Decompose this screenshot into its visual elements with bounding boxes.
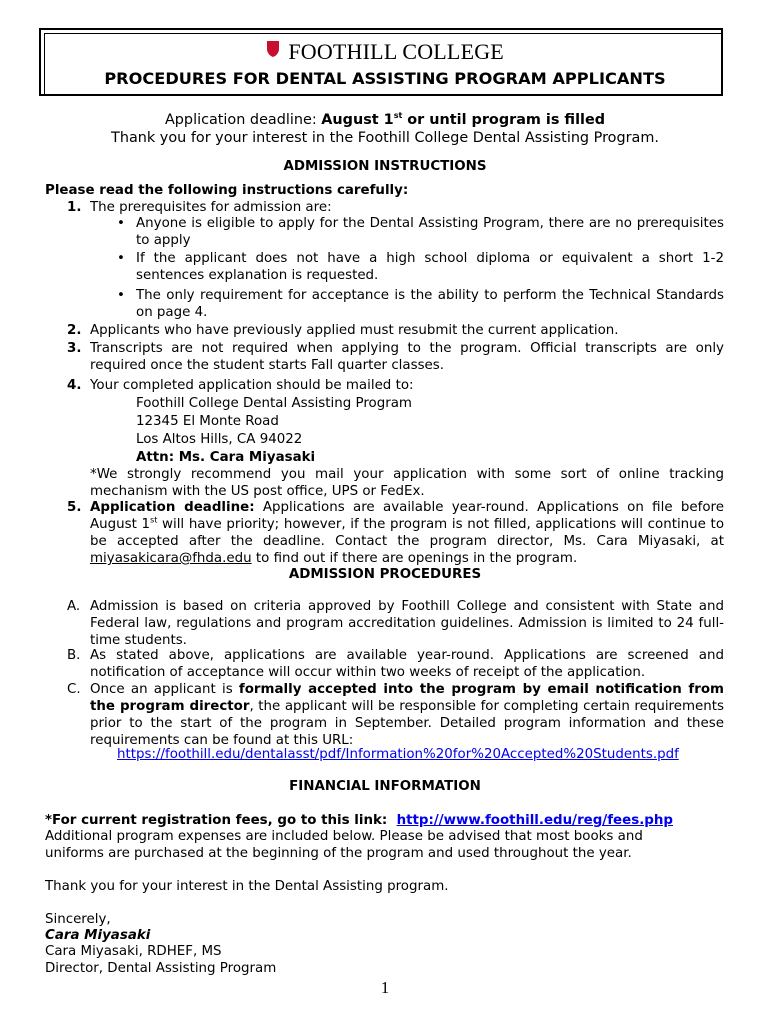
financial-heading: FINANCIAL INFORMATION <box>289 779 481 794</box>
item-3-text: Transcripts are not required when applying to the program. Official transcripts are only required once the student starts Fall quarter classes. <box>90 341 724 373</box>
mailing-address-line-1: Foothill College Dental Assisting Program <box>136 396 412 411</box>
item-5-number: 5. <box>67 500 82 515</box>
deadline-line: Application deadline: August 1st or until program is filled <box>164 111 606 128</box>
mailing-attn: Attn: Ms. Cara Miyasaki <box>136 450 316 465</box>
fees-line: *For current registration fees, go to this link: http://www.foothill.edu/reg/fees.php <box>45 813 673 828</box>
admission-procedures-heading: ADMISSION PROCEDURES <box>288 567 482 582</box>
procedure-a-text: Admission is based on criteria approved by Foothill College and consistent with State and Federal law, regulations and program accreditation guidelines. Admission is limited to 24 full-time students. <box>90 599 724 648</box>
expenses-text: Additional program expenses are included below. Please be advised that most books and uniforms are purchased at the beginning of the program and used throughout the year. <box>45 829 643 861</box>
item-5-text: Application deadline: Applications are available year-round. Applications on file before August 1st will have priority; however, if the program is not filled, applications will continue to be accepted after the deadline. Contact the program director, Ms. Cara Miyasaki, at miyasakicara@fhda.edu to find out if there are openings in the program. <box>90 500 725 566</box>
item-4-text: Your completed application should be mailed to: <box>90 378 414 393</box>
item-1-number: 1. <box>67 200 82 215</box>
closing-thanks: Thank you for your interest in the Dental Assisting program. <box>45 879 449 894</box>
procedure-c-text: Once an applicant is formally accepted into the program by email notification from the program director, the applicant will be responsible for completing certain requirements prior to the start of the program in September. Detailed program information and these requirements can be found at this URL: <box>90 682 724 748</box>
accepted-students-url <box>117 746 679 763</box>
sincerely: Sincerely, <box>45 912 111 927</box>
item-4-number: 4. <box>67 378 82 393</box>
college-logo <box>0 40 770 63</box>
item-2-text: Applicants who have previously applied must resubmit the current application. <box>90 323 619 338</box>
bullet-icon: • <box>117 288 125 303</box>
page-number: 1 <box>380 978 390 997</box>
bullet-icon: • <box>117 251 125 266</box>
shield-icon <box>266 40 280 63</box>
signature: Cara Miyasaki <box>45 928 151 943</box>
college-name: FOOTHILL COLLEGE <box>288 39 504 64</box>
director-email-link[interactable]: miyasakicara@fhda.edu <box>90 551 252 566</box>
item-1-bullet-3: The only requirement for acceptance is the ability to perform the Technical Standards on page 4. <box>136 288 724 320</box>
procedure-b-letter: B. <box>67 648 81 663</box>
item-2-number: 2. <box>67 323 82 338</box>
mailing-address-line-2: 12345 El Monte Road <box>136 414 279 429</box>
fees-link[interactable]: http://www.foothill.edu/reg/fees.php <box>396 813 673 828</box>
item-3-number: 3. <box>67 341 82 356</box>
signer-role: Director, Dental Assisting Program <box>45 961 277 976</box>
procedure-a-letter: A. <box>67 599 81 614</box>
thanks-line: Thank you for your interest in the Foothill College Dental Assisting Program. <box>111 130 659 146</box>
accepted-students-link[interactable]: https://foothill.edu/dentalasst/pdf/Information%20for%20Accepted%20Students.pdf <box>117 747 679 762</box>
tracking-note: *We strongly recommend you mail your application with some sort of online tracking mechanism with the US post office, UPS or FedEx. <box>90 467 724 499</box>
item-1-text: The prerequisites for admission are: <box>90 200 332 215</box>
admission-instructions-heading: ADMISSION INSTRUCTIONS <box>283 159 487 174</box>
item-1-bullet-1: Anyone is eligible to apply for the Dental Assisting Program, there are no prerequisites to apply <box>136 216 724 248</box>
procedure-b-text: As stated above, applications are available year-round. Applications are screened and notification of acceptance will occur within two weeks of receipt of the application. <box>90 648 724 680</box>
mailing-address-line-3: Los Altos Hills, CA 94022 <box>136 432 303 447</box>
bullet-icon: • <box>117 216 125 231</box>
item-1-bullet-2: If the applicant does not have a high school diploma or equivalent a short 1-2 sentences explanation is requested. <box>136 251 724 283</box>
procedure-c-letter: C. <box>67 682 81 697</box>
signer-name: Cara Miyasaki, RDHEF, MS <box>45 944 222 959</box>
document-title: PROCEDURES FOR DENTAL ASSISTING PROGRAM APPLICANTS <box>104 69 666 88</box>
instructions-intro: Please read the following instructions carefully: <box>45 183 409 198</box>
